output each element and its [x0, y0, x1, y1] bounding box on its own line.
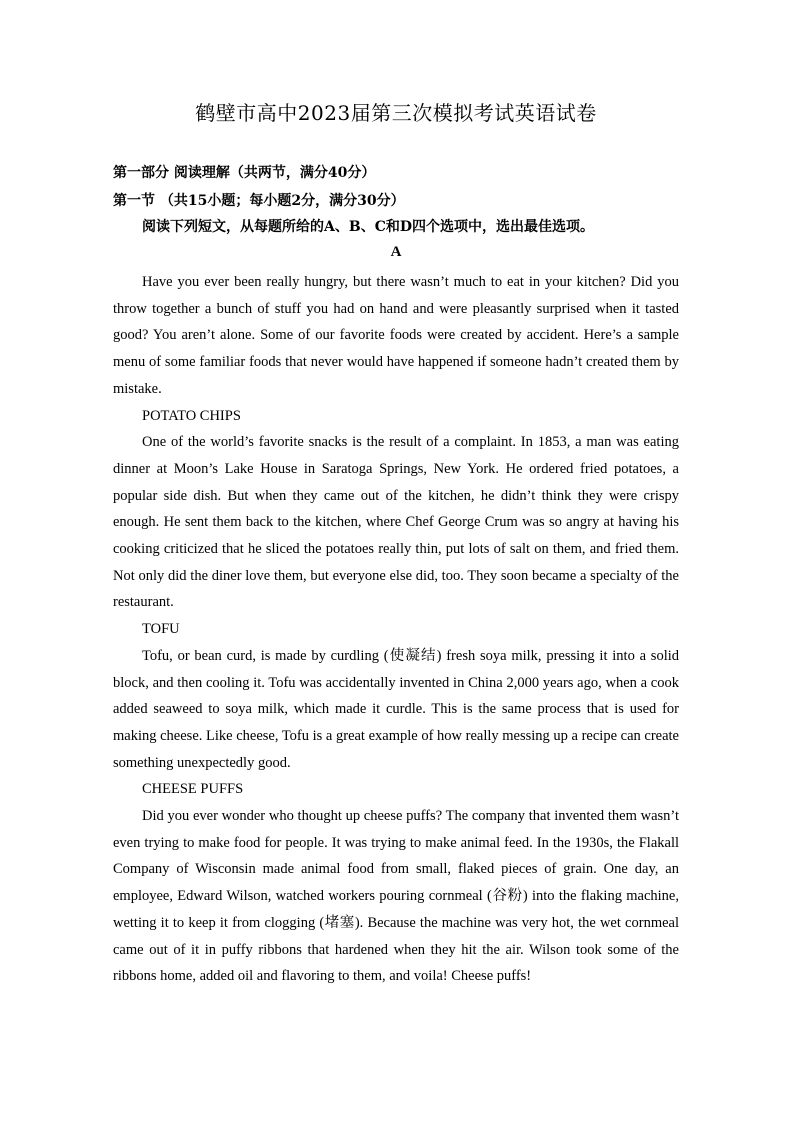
- instructions: 阅读下列短文，从每题所给的A、B、C和D四个选项中，选出最佳选项。: [142, 219, 594, 235]
- heading-potato-chips: POTATO CHIPS: [142, 407, 241, 424]
- tofu-paragraph: Tofu, or bean curd, is made by curdling (使凝结) fresh soya milk, pressing it into a solid block, and then cooling it. Tofu was accidentally invented in China 2,000 years ago, when a cook added seaweed to soya milk, which made it curdle. This is the same process that is used for making cheese. Like cheese, Tofu is a great example of how really messing up a recipe can create something unexpectedly good.: [113, 647, 679, 771]
- section-heading: 第一节 （共15小题；每小题2分，满分30分）: [113, 193, 405, 209]
- passage-body: [113, 269, 679, 990]
- potato-chips-paragraph: One of the world’s favorite snacks is the result of a complaint. In 1853, a man was eating dinner at Moon’s Lake House in Saratoga Springs, New York. He ordered fried potatoes, a popular side dish. But when they came out of the kitchen, he didn’t think they were crispy enough. He sent them back to the kitchen, where Chef George Crum was so angry at having his cooking criticized that he sliced the potatoes really thin, put lots of salt on them, and fried them. Not only did the diner love them, but everyone else did, too. They soon became a specialty of the restaurant.: [113, 434, 679, 611]
- heading-cheese-puffs: CHEESE PUFFS: [142, 781, 244, 798]
- intro-paragraph: Have you ever been really hungry, but there wasn’t much to eat in your kitchen? Did you throw together a bunch of stuff you had on hand and were pleasantly surprised when it tasted good? You aren’t alone. Some of our favorite foods were created by accident. Here’s a sample menu of some familiar foods that never would have happened if someone hadn’t created them by mistake.: [113, 274, 679, 397]
- exam-title: 鹤壁市高中2023届第三次模拟考试英语试卷: [195, 101, 597, 125]
- cheese-puffs-paragraph: Did you ever wonder who thought up cheese puffs? The company that invented them wasn’t even trying to make food for people. It was trying to make animal feed. In the 1930s, the Flakall Company of Wisconsin made animal food from small, flaked pieces of grain. One day, an employee, Edward Wilson, watched workers pouring cornmeal (谷粉) into the flaking machine, wetting it to keep it from clogging (堵塞). Because the machine was very hot, the wet cornmeal came out of it in puffy ribbons that hardened when they hit the air. Wilson took some of the ribbons home, added oil and flavoring to them, and voila! Cheese puffs!: [113, 808, 679, 985]
- passage-label: A: [390, 244, 402, 260]
- heading-tofu: TOFU: [142, 621, 180, 638]
- part-heading: 第一部分 阅读理解（共两节，满分40分）: [113, 165, 376, 181]
